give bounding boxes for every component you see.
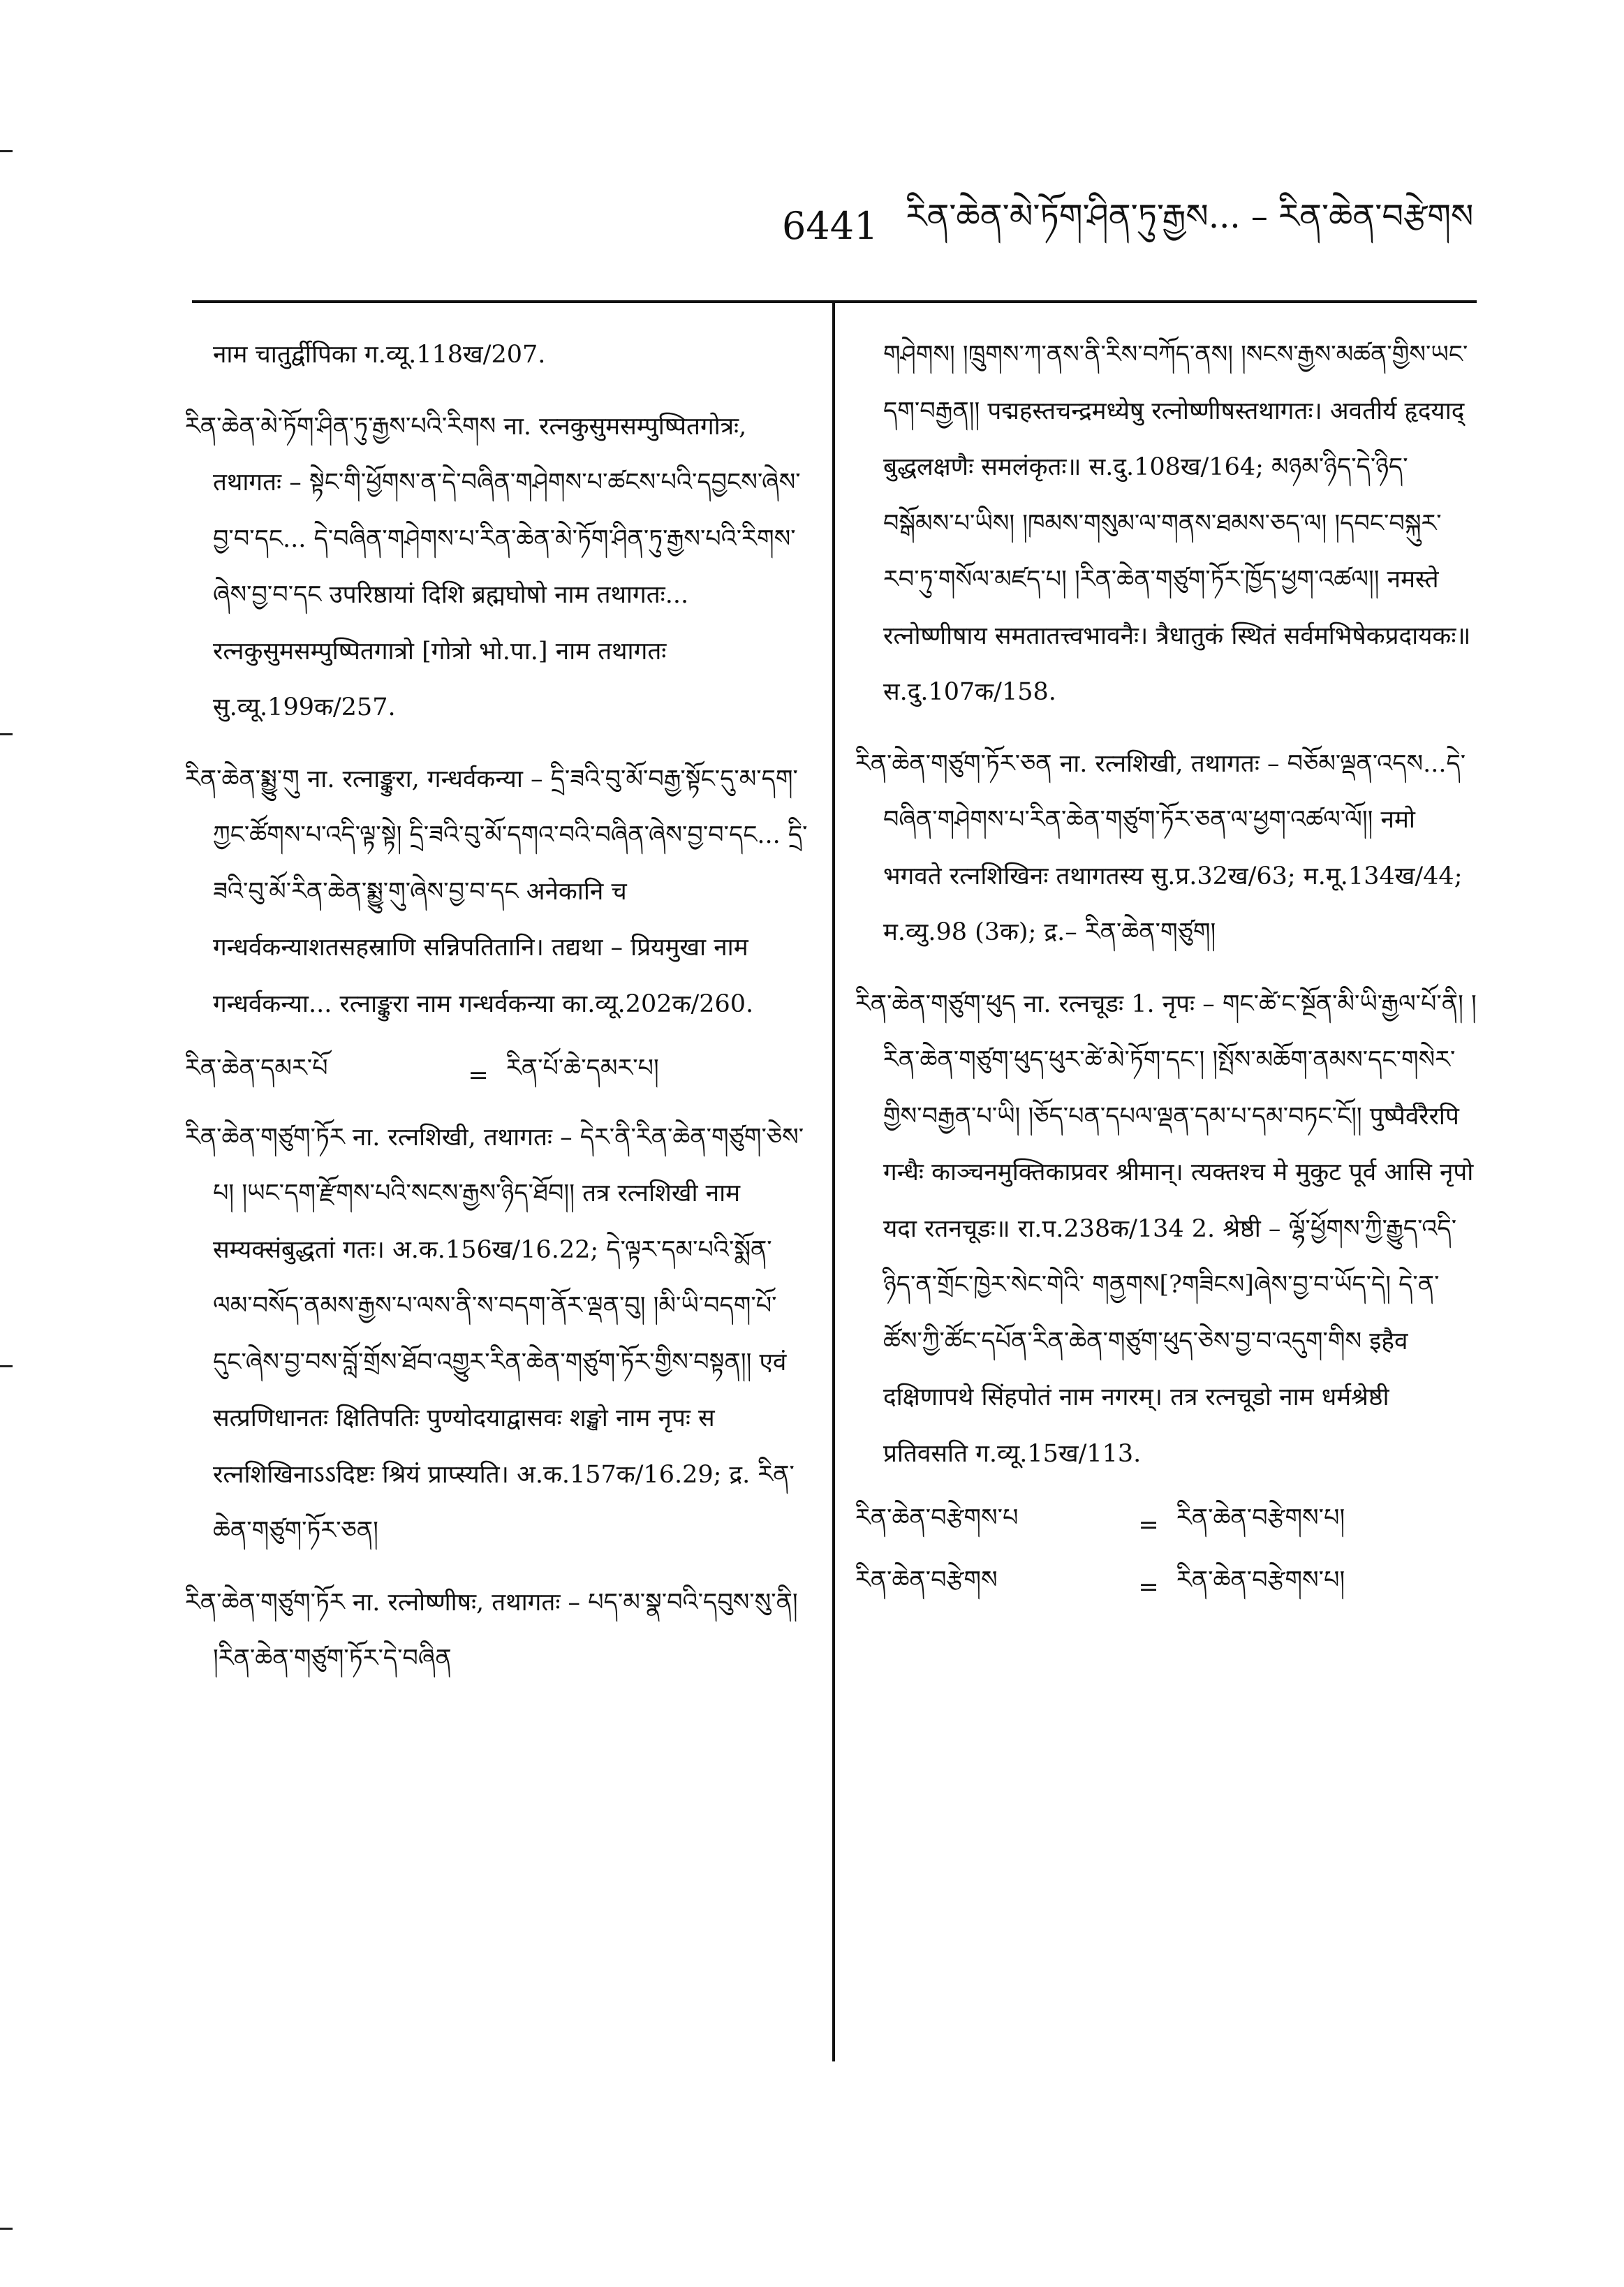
margin-mark xyxy=(0,150,13,152)
dictionary-entry xyxy=(185,1575,810,1687)
dictionary-entry xyxy=(185,751,810,1033)
cross-reference xyxy=(855,1559,1477,1616)
dictionary-entry xyxy=(855,736,1477,961)
entry-text: नाम चातुर्द्वीपिका ग.व्यू.118ख/207. xyxy=(213,341,546,369)
right-column xyxy=(855,327,1477,1621)
crossref-target: རིན་ཆེན་བརྩེགས་པ། xyxy=(1176,1566,1345,1594)
dictionary-entry xyxy=(185,1110,810,1559)
entry-text: རིན་ཆེན་མེ་ཏོག་ཤིན་ཏུ་རྒྱས་པའི་རིགས ना. रत्नकुसुमसम्पुष्पितगोत्रः, तथागतः – སྟེང་གི་ཕྱོགས་ན་དེ་བཞིན་གཤེགས་པ་ཚངས་པའི་དབྱངས་ཞེས་བྱ་བ་དང... དེ་བཞིན་གཤེགས་པ་རིན་ཆེན་མེ་ཏོག་ཤིན་ཏུ་རྒྱས་པའི་རིགས་ཞེས་བྱ་བ་དང उपरिष्ठायां दिशि ब्रह्मघोषो नाम तथागतः... रत्नकुसुमसम्पुष्पितगात्रो [गोत्रो भो.पा.] नाम तथागतः सु.व्यू.199क/257. xyxy=(185,412,801,721)
margin-mark xyxy=(0,2228,13,2230)
margin-mark xyxy=(0,1365,13,1367)
equals-sign: = xyxy=(1138,1511,1159,1540)
entry-text: རིན་ཆེན་གཙུག་ཏོར་ཅན ना. रत्नशिखी, तथागतः – བཅོམ་ལྡན་འདས...དེ་བཞིན་གཤེགས་པ་རིན་ཆེན་གཙུག་ཏོར་ཅན་ལ་ཕྱག་འཚལ་ལོ།། नमो भगवते रत्नशिखिनः तथागतस्य सु.प्र.32ख/63; म.मू.134ख/44; म.व्यु.98 (3क); द्र.– རིན་ཆེན་གཙུག། xyxy=(855,749,1466,946)
margin-mark xyxy=(0,733,13,735)
crossref-term: རིན་ཆེན་དམར་པོ xyxy=(185,1054,328,1083)
cross-reference xyxy=(185,1047,810,1104)
entry-text: གཤེགས། །ཁྲུགས་ཀ་ནས་ནི་རིས་བཀོད་ནས། །སངས་རྒྱས་མཚན་གྱིས་ཡང་དག་བརྒྱན།། पद्महस्तचन्द्रमध्येषु रत्नोष्णीषस्तथागतः। अवतीर्य हृदयाद् बुद्धलक्षणैः समलंकृतः॥ स.दु.108ख/164; མཉམ་ཉིད་དེ་ཉིད་བསྒོམས་པ་ཡིས། །ཁམས་གསུམ་ལ་གནས་ཐམས་ཅད་ལ། །དབང་བསྐུར་རབ་ཏུ་གསོལ་མཛད་པ། །རིན་ཆེན་གཙུག་ཏོར་ཁྱོད་ཕྱག་འཚལ།། नमस्ते रत्नोष्णीषाय समतातत्त्वभावनैः। त्रैधातुकं स्थितं सर्वमभिषेकप्रदायकः॥ स.दु.107क/158. xyxy=(883,341,1471,706)
entry-text: རིན་ཆེན་གཙུག་ཏོར ना. रत्नशिखी, तथागतः – དེར་ནི་རིན་ཆེན་གཙུག་ཅེས་པ། །ཡང་དག་རྫོགས་པའི་སངས་རྒྱས་ཉིད་ཐོབ།། तत्र रत्नशिखी नाम सम्यक्संबुद्धतां गतः। अ.क.156ख/16.22; དེ་ལྟར་དམ་པའི་སྨོན་ལམ་བསོད་ནམས་རྒྱས་པ་ལས་ནི་ས་བདག་ནོར་ལྡན་བུ། །མི་ཡི་བདག་པོ་དུང་ཞེས་བྱ་བས་བློ་གྲོས་ཐོབ་འགྱུར་རིན་ཆེན་གཙུག་ཏོར་གྱིས་བསྟན།། एवं सत्प्रणिधानतः क्षितिपतिः पुण्योदयाद्वासवः शङ्खो नाम नृपः स रत्नशिखिनाऽऽदिष्टः श्रियं प्राप्स्यति। अ.क.157क/16.29; द्र. རིན་ཆེན་གཙུག་ཏོར་ཅན། xyxy=(185,1123,804,1545)
entry-text: རིན་ཆེན་གཙུག་ཏོར ना. रत्नोष्णीषः, तथागतः – པད་མ་སྣ་བའི་དབུས་སུ་ནི། །རིན་ཆེན་གཙུག་ཏོར་དེ་བཞིན xyxy=(185,1588,798,1672)
running-head: རིན་ཆེན་མེ་ཏོག་ཤིན་ཏུ་རྒྱས... – རིན་ཆེན་བརྩེགས xyxy=(906,196,1474,236)
dictionary-entry xyxy=(855,976,1477,1483)
entry-text: རིན་ཆེན་གཙུག་ཕུད ना. रत्नचूडः 1. नृपः – གང་ཚེ་ང་སྔོན་མི་ཡི་རྒྱལ་པོ་ནི། །རིན་ཆེན་གཙུག་ཕུད་ཕུར་ཚེ་མེ་ཏོག་དང་། །སྤོས་མཆོག་ནམས་དང་གསེར་གྱིས་བརྒྱན་པ་ཡི། །ཅོད་པན་དཔལ་ལྡན་དམ་པ་དམ་བཏང་ངོ།། पुष्पैर्वरैरपि गन्धैः काञ्चनमुक्तिकाप्रवर श्रीमान्। त्यक्तश्च मे मुकुट पूर्व आसि नृपो यदा रतनचूडः॥ रा.प.238क/134 2. श्रेष्ठी – ལྷོ་ཕྱོགས་ཀྱི་རྒྱུད་འདི་ཉིད་ན་གྲོང་ཁྱེར་སེང་གེའི་ གནྱགས[?གཟིངས]ཞེས་བྱ་བ་ཡོད་དེ། དེ་ན་ཚོས་ཀྱི་ཚོང་དཔོན་རིན་ཆེན་གཙུག་ཕུད་ཅེས་བྱ་བ་འདུག་གིས इहैव दक्षिणापथे सिंहपोतं नाम नगरम्। तत्र रत्नचूडो नाम धर्मश्रेष्ठी प्रतिवसति ग.व्यू.15ख/113. xyxy=(855,990,1477,1468)
crossref-term: རིན་ཆེན་བརྩེགས xyxy=(855,1566,998,1594)
crossref-target: རིན་ཆེན་བརྩེགས་པ། xyxy=(1176,1504,1345,1533)
dictionary-entry xyxy=(185,399,810,736)
dictionary-entry xyxy=(185,327,810,383)
entry-text: རིན་ཆེན་སྨྱུ་གུ ना. रत्नाङ्कुरा, गन्धर्वकन्या – དྲི་ཟའི་བུ་མོ་བརྒྱ་སྟོང་དུ་མ་དག་ཀྱང་ཚོགས་པ་འདི་ལྟ་སྟེ། དྲི་ཟའི་བུ་མོ་དགའ་བའི་བཞིན་ཞེས་བྱ་བ་དང... དྲི་ཟའི་བུ་མོ་རིན་ཆེན་སྨྱུ་གུ་ཞེས་བྱ་བ་དང अनेकानि च गन्धर्वकन्याशतसहस्राणि सन्निपतितानि। तद्यथा – प्रियमुखा नाम गन्धर्वकन्या... रत्नाङ्कुरा नाम गन्धर्वकन्या का.व्यू.202क/260. xyxy=(185,765,808,1018)
left-column xyxy=(185,327,810,1703)
crossref-target: རིན་པོ་ཆེ་དམར་པ། xyxy=(506,1054,659,1083)
equals-sign: = xyxy=(468,1061,489,1090)
page-header xyxy=(782,187,1480,264)
dictionary-entry xyxy=(855,327,1477,721)
cross-reference xyxy=(855,1497,1477,1554)
page-number: 6441 xyxy=(782,203,878,248)
crossref-term: རིན་ཆེན་བརྩེགས་པ xyxy=(855,1504,1019,1533)
equals-sign: = xyxy=(1138,1573,1159,1601)
column-divider xyxy=(832,302,835,2061)
